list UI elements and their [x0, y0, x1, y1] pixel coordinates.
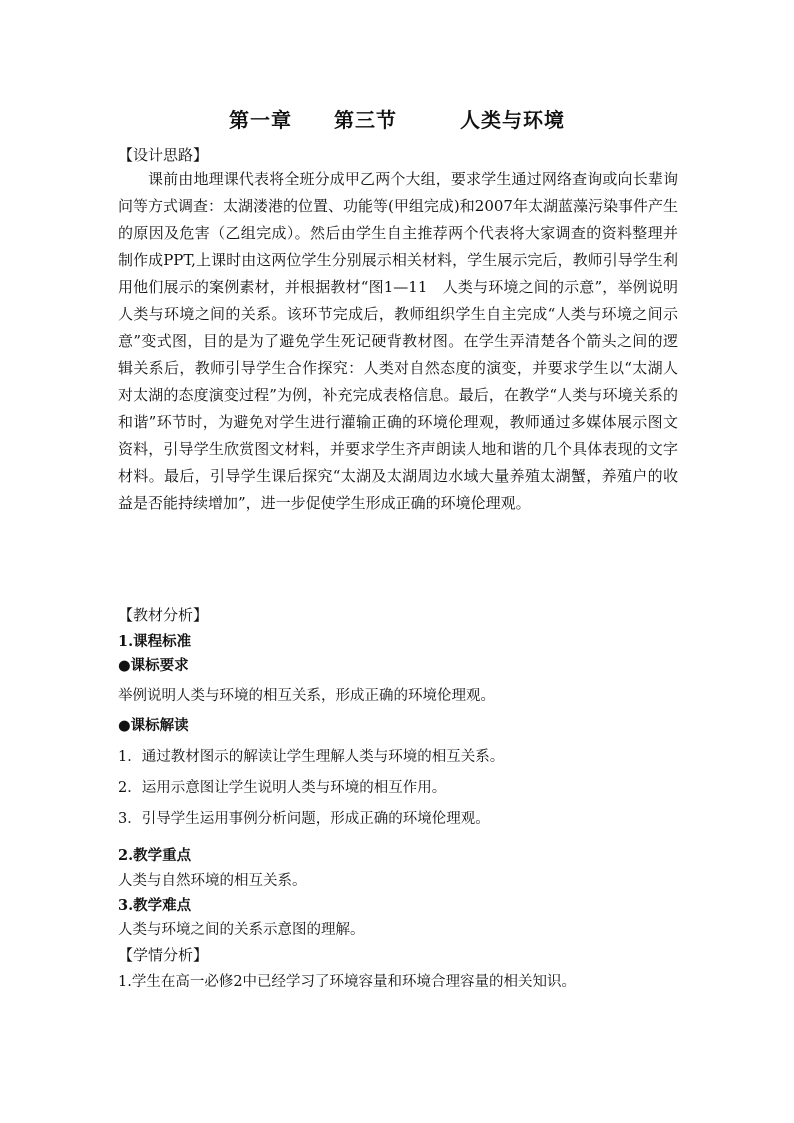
learner-analysis-item: 1.学生在高一必修2中已经学习了环境容量和环境合理容量的相关知识。: [118, 974, 577, 990]
key-points-text: 人类与自然环境的相互关系。: [118, 873, 307, 889]
standard-interpretation-heading: ●课标解读: [118, 717, 189, 734]
difficult-points-text: 人类与环境之间的关系示意图的理解。: [118, 922, 365, 938]
key-points-heading: 2.教学重点: [118, 847, 192, 864]
standard-requirement-heading: ●课标要求: [118, 657, 189, 674]
learner-analysis-heading: 【学情分析】: [118, 946, 209, 964]
difficult-points-heading: 3.教学难点: [118, 897, 192, 914]
interpretation-item: 3．引导学生运用事例分析问题，形成正确的环境伦理观。: [118, 811, 490, 827]
design-thinking-heading: 【设计思路】: [118, 146, 209, 164]
textbook-analysis-heading: 【教材分析】: [118, 606, 209, 624]
page-title: 第一章 第三节 人类与环境: [229, 108, 565, 132]
standard-requirement-text: 举例说明人类与环境的相互关系，形成正确的环境伦理观。: [118, 688, 495, 704]
interpretation-item: 1．通过教材图示的解读让学生理解人类与环境的相互关系。: [118, 749, 505, 765]
curriculum-standard-heading: 1.课程标准: [118, 633, 192, 650]
interpretation-item: 2．运用示意图让学生说明人类与环境的相互作用。: [118, 780, 447, 796]
design-thinking-paragraph: 课前由地理课代表将全班分成甲乙两个大组，要求学生通过网络查询或向长辈询问等方式调查：太湖溇港的位置、功能等(甲组完成)和2007年太湖蓝藻污染事件产生的原因及危害（乙组完成）。然后由学生自主推荐两个代表将大家调查的资料整理并制作成PPT,上课时由这两位学生分别展示相关材料，学生展示完后，教师引导学生利用他们展示的案例素材，并根据教材“图1—11 人类与环境之间的示意”，举例说明人类与环境之间的关系。该环节完成后，教师组织学生自主完成“人类与环境之间示意”变式图，目的是为了避免学生死记硬背教材图。在学生弄清楚各个箭头之间的逻辑关系后，教师引导学生合作探究：人类对自然态度的演变，并要求学生以“太湖人对太湖的态度演变过程”为例，补充完成表格信息。最后，在教学“人类与环境关系的和谐”环节时，为避免对学生进行灌输正确的环境伦理观，教师通过多媒体展示图文资料，引导学生欣赏图文材料，并要求学生齐声朗读人地和谐的几个具体表现的文字材料。最后，引导学生课后探究“太湖及太湖周边水域大量养殖太湖蟹，养殖户的收益是否能持续增加”，进一步促使学生形成正确的环境伦理观。: [118, 170, 678, 512]
